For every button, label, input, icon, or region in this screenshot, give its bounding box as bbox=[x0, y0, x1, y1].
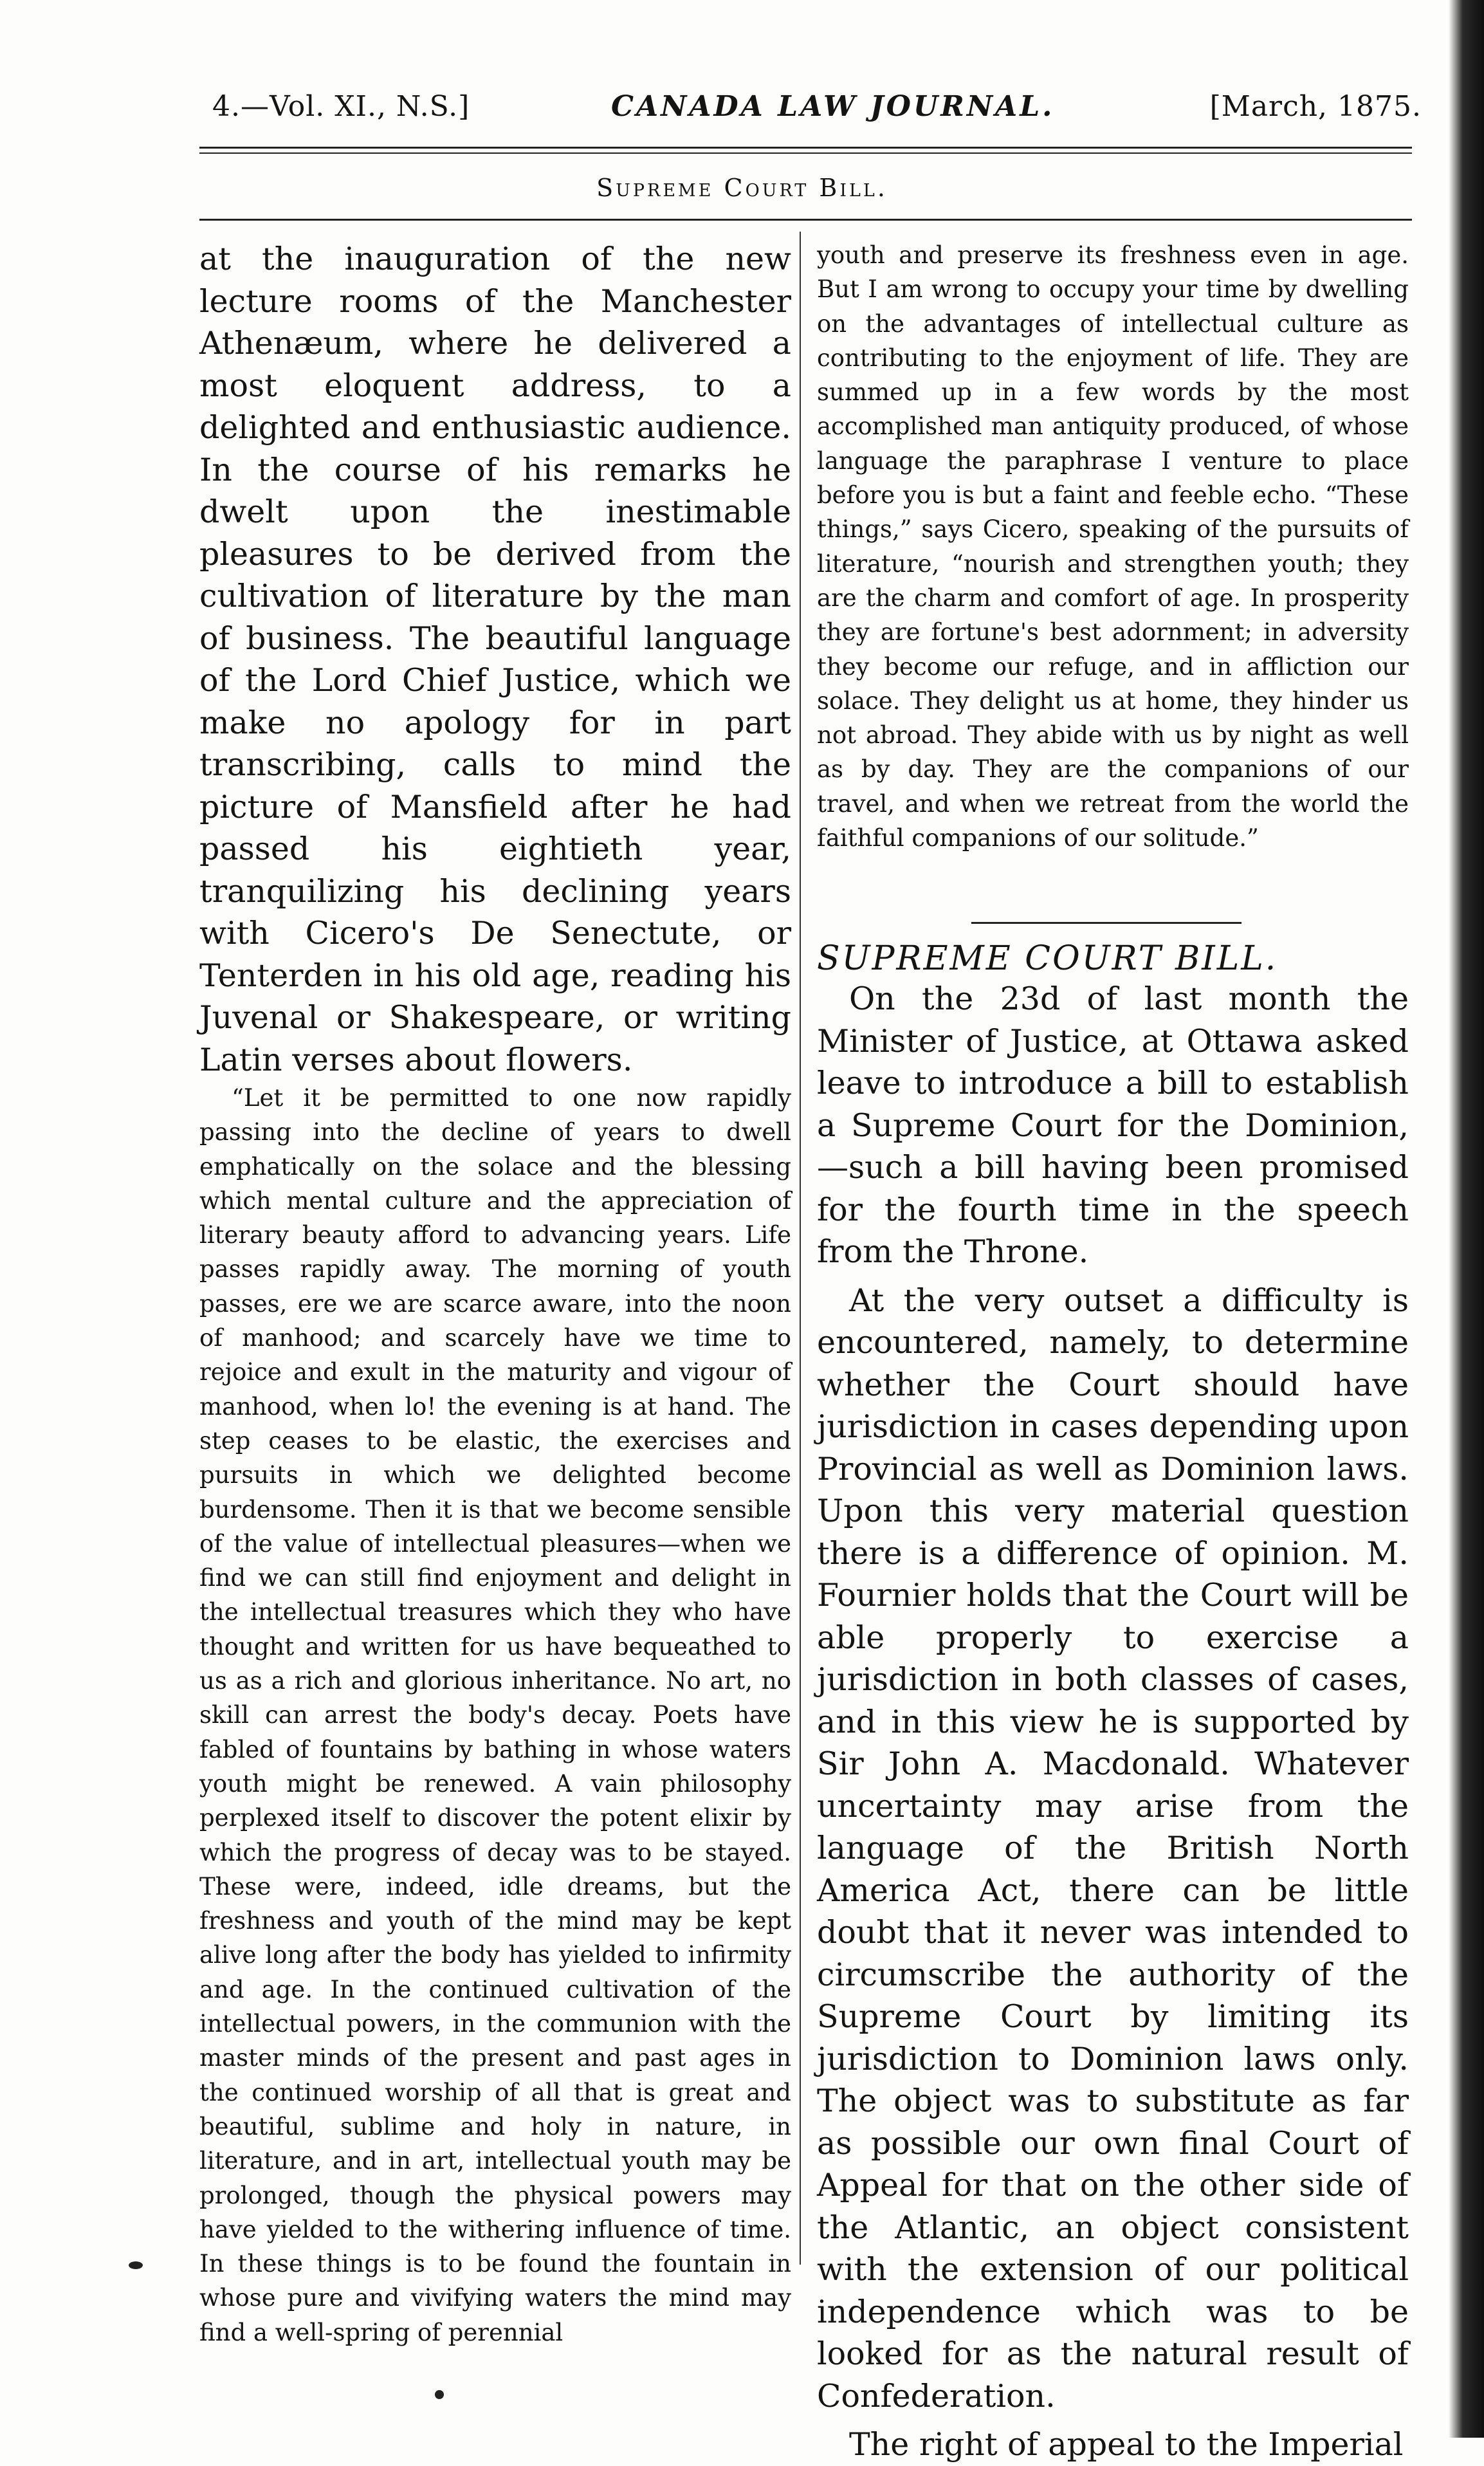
book-spine-edge bbox=[1449, 0, 1484, 2438]
left-column bbox=[199, 238, 791, 2350]
article-title: SUPREME COURT BILL. bbox=[817, 939, 1278, 978]
journal-title: CANADA LAW JOURNAL. bbox=[611, 90, 1055, 123]
right-column bbox=[817, 238, 1409, 855]
running-header bbox=[212, 90, 1422, 142]
subheader-rule bbox=[199, 219, 1412, 221]
section-divider bbox=[971, 922, 1241, 924]
quoted-passage-continued: youth and preserve its freshness even in age. But I am wrong to occupy your time by dwelling on the advantages of intellectual culture as contributing to the enjoyment of life. They are summed up in a few words by the most accomplished man antiquity produced, of whose language the paraphrase I venture to place before you is but a faint and feeble echo. “These things,” says Cicero, speaking of the pursuits of literature, “nourish and strengthen youth; they are the charm and comfort of age. In prosperity they are fortune's best adornment; in adversity they become our refuge, and in affliction our solace. They delight us at home, they hinder us not abroad. They abide with us by night as well as by day. They are the companions of our travel, and when we retreat from the world the faithful companions of our solitude.” bbox=[817, 241, 1409, 852]
article-paragraph-1: On the 23d of last month the Minister of Justice, at Ottawa asked leave to introduce a bill to establish a Supreme Court for the Dominion,—such a bill having been promised for the fourth time in the speech from the Throne. bbox=[817, 980, 1409, 1270]
intro-paragraph: at the inauguration of the new lecture rooms of the Manchester Athenæum, where he delivered a most eloquent address, to a delighted and enthusiastic audience. In the course of his remarks he dwelt upon the inestimable pleasures to be derived from the cultivation of literature by the man of business. The beautiful language of the Lord Chief Justice, which we make no apology for in part transcribing, calls to mind the picture of Mansfield after he had passed his eightieth year, tranquilizing his declining years with Cicero's De Senectute, or Tenterden in his old age, reading his Juvenal or Shakespeare, or writing Latin verses about flowers. bbox=[199, 241, 791, 1078]
article-section bbox=[817, 939, 1409, 2466]
page-blemish bbox=[435, 2390, 444, 2399]
volume-label: 4.—Vol. XI., N.S.] bbox=[212, 90, 470, 123]
quoted-passage: “Let it be permitted to one now rapidly passing into the decline of years to dwell emphatically on the solace and the blessing which mental culture and the appreciation of literary beauty afford to advancing years. Life passes rapidly away. The morning of youth passes, ere we are scarce aware, into the noon of manhood; and scarcely have we time to rejoice and exult in the maturity and vigour of manhood, when lo! the evening is at hand. The step ceases to be elastic, the exercises and pursuits in which we delighted become burdensome. Then it is that we become sensible of the value of intellectual pleasures—when we find we can still find enjoyment and delight in the intellectual treasures which they who have thought and written for us have bequeathed to us as a rich and glorious inheritance. No art, no skill can arrest the body's decay. Poets have fabled of fountains by bathing in whose waters youth might be renewed. A vain philosophy perplexed itself to discover the potent elixir by which the progress of decay was to be stayed. These were, indeed, idle dreams, but the freshness and youth of the mind may be kept alive long after the body has yielded to infirmity and age. In the continued cultivation of the intellectual powers, in the communion with the master minds of the present and past ages in the continued worship of all that is great and beautiful, sublime and holy in nature, in literature, and in art, intellectual youth may be prolonged, though the physical powers may have yielded to the withering influence of time. In these things is to be found the fountain in whose pure and vivifying waters the mind may find a well-spring of perennial bbox=[199, 1084, 791, 2346]
article-paragraph-2: At the very outset a difficulty is encountered, namely, to determine whether the Court should have jurisdiction in cases depending upon Provincial as well as Dominion laws. Upon this very material question there is a difference of opinion. M. Fournier holds that the Court will be able properly to exercise a jurisdiction in both classes of cases, and in this view he is supported by Sir John A. Macdonald. Whatever uncertainty may arise from the language of the British North America Act, there can be little doubt that it never was intended to circumscribe the authority of the Supreme Court by limiting its jurisdiction to Dominion laws only. The object was to substitute as far as possible our own final Court of Appeal for that on the other side of the Atlantic, an object consistent with the extension of our political independence which was to be looked for as the natural result of Confederation. bbox=[817, 1282, 1409, 2415]
article-paragraph-3: The right of appeal to the Imperial bbox=[849, 2426, 1404, 2463]
section-subheader: Supreme Court Bill. bbox=[596, 174, 888, 202]
header-rule bbox=[199, 147, 1412, 154]
margin-mark bbox=[129, 2261, 143, 2269]
column-divider bbox=[800, 232, 801, 2265]
issue-date: [March, 1875. bbox=[1209, 90, 1422, 123]
